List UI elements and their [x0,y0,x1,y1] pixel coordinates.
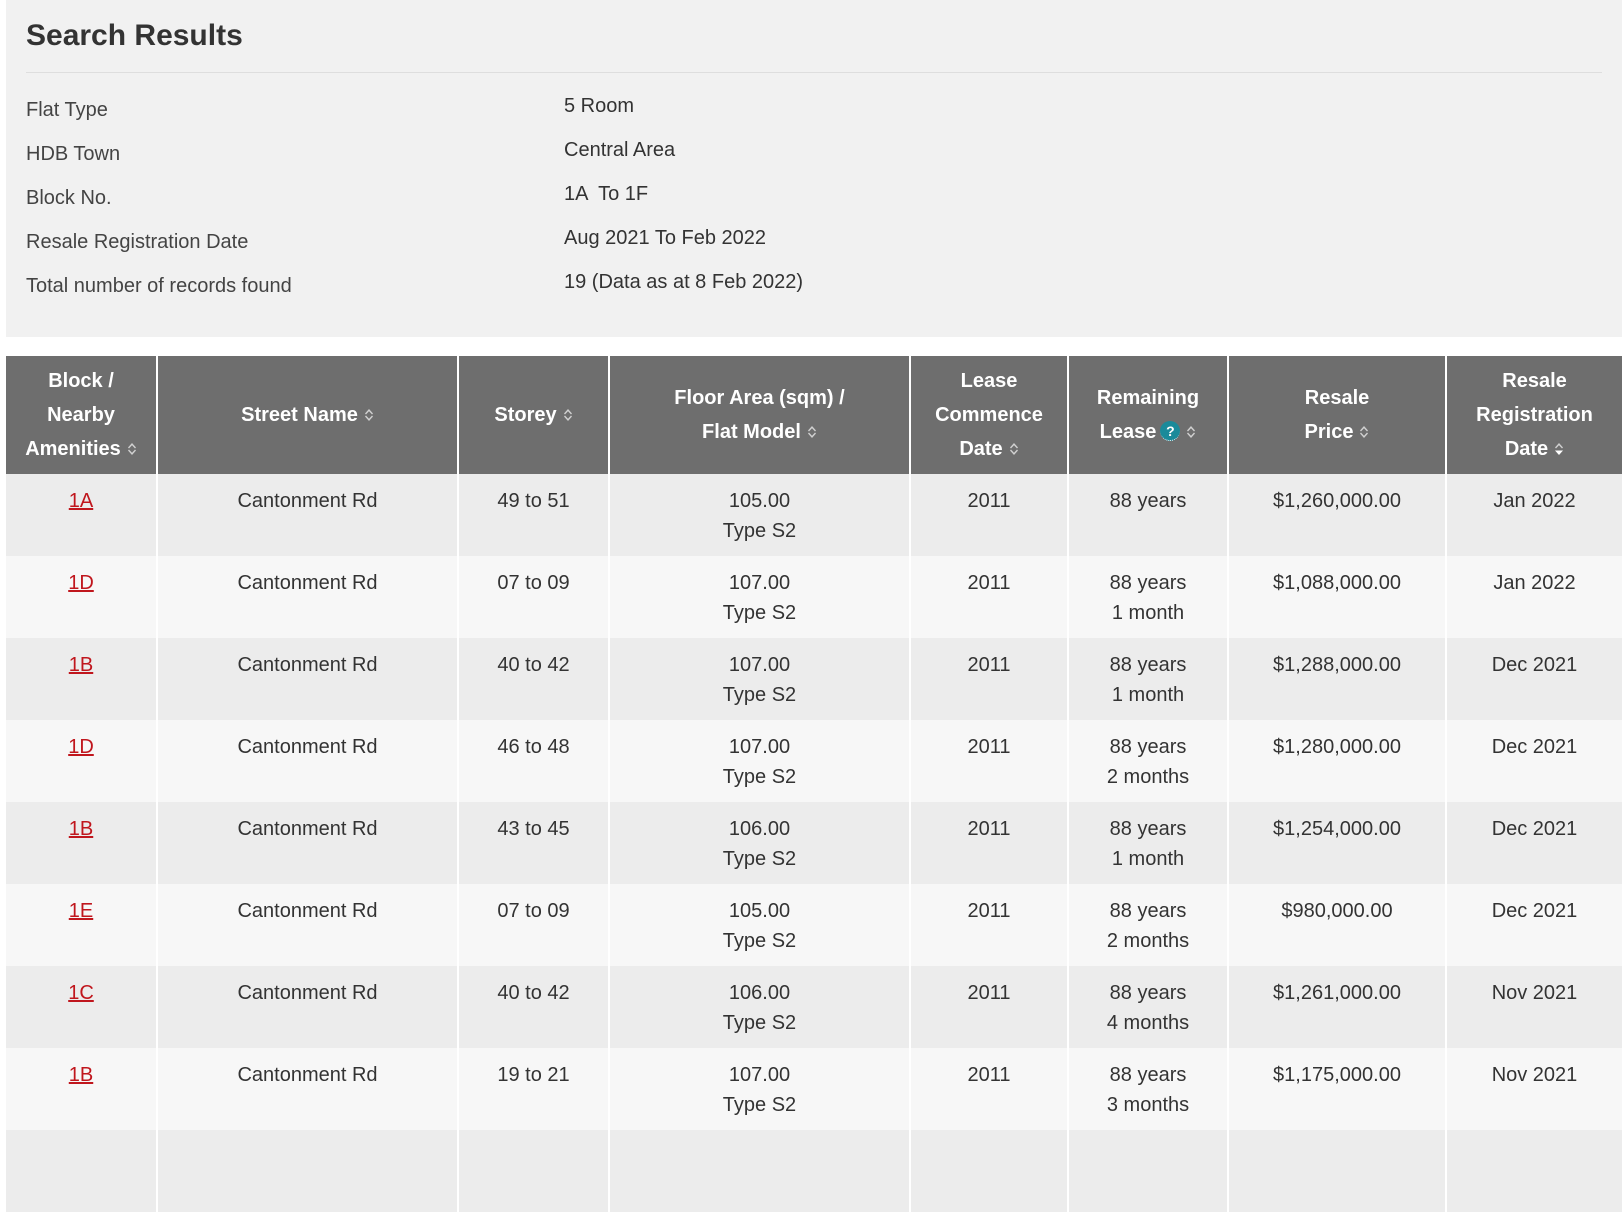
search-criteria [26,95,1602,315]
remaining-months: 2 months [1106,766,1190,788]
cell-remaining-lease [1068,966,1228,1048]
cell-lease-commence: 2011 [910,638,1068,720]
sort-desc-icon[interactable] [1554,441,1564,457]
cell-registration-date: Dec 2021 [1446,884,1622,966]
cell-lease-commence: 2011 [910,474,1068,556]
header-text: Block / [48,370,114,392]
sort-icon[interactable] [807,424,817,440]
header-text: Price [1304,421,1354,443]
help-icon[interactable]: ? [1160,421,1180,441]
column-header-street-name[interactable] [157,356,458,474]
header-text: Remaining [1096,387,1200,409]
block-link[interactable]: 1D [68,736,94,758]
cell-block [6,1048,157,1130]
cell-resale-price: $1,280,000.00 [1228,720,1446,802]
header-text: Commence [935,404,1043,426]
criteria-value: Aug 2021 To Feb 2022 [564,227,767,249]
cell-remaining-lease [1068,474,1228,556]
cell-floor-area [609,1048,910,1130]
sort-icon[interactable] [364,407,374,423]
cell-registration-date: Dec 2021 [1446,720,1622,802]
cell-storey: 49 to 51 [458,474,609,556]
cell-street: Cantonment Rd [157,884,458,966]
criteria-hdb-town [26,139,1602,183]
cell-empty [1228,1130,1446,1212]
cell-street: Cantonment Rd [157,1048,458,1130]
floor-area-value: 105.00 [728,490,791,512]
header-text: Resale [1304,387,1370,409]
cell-empty [458,1130,609,1212]
cell-block [6,720,157,802]
header-text: Lease [960,370,1018,392]
criteria-value: Central Area [564,139,676,161]
table-row [6,884,1622,966]
cell-resale-price: $980,000.00 [1228,884,1446,966]
flat-model-value: Type S2 [722,1012,797,1034]
header-text: Date [1504,438,1549,460]
remaining-years: 88 years [1109,736,1187,758]
flat-model-value: Type S2 [722,1094,797,1116]
remaining-months: 4 months [1106,1012,1190,1034]
cell-resale-price: $1,175,000.00 [1228,1048,1446,1130]
criteria-label: Flat Type [26,99,108,121]
cell-remaining-lease [1068,720,1228,802]
table-row [6,556,1622,638]
cell-lease-commence: 2011 [910,720,1068,802]
header-text: Nearby [47,404,115,426]
remaining-years: 88 years [1109,654,1187,676]
cell-floor-area [609,884,910,966]
floor-area-value: 107.00 [728,1064,791,1086]
cell-registration-date: Nov 2021 [1446,1048,1622,1130]
block-link[interactable]: 1A [68,490,94,512]
cell-remaining-lease [1068,1048,1228,1130]
cell-block [6,638,157,720]
criteria-value: 1A To 1F [564,183,649,205]
cell-storey: 40 to 42 [458,638,609,720]
cell-remaining-lease [1068,802,1228,884]
cell-block [6,556,157,638]
criteria-value: 19 (Data as at 8 Feb 2022) [564,271,804,293]
cell-storey: 07 to 09 [458,884,609,966]
cell-floor-area [609,720,910,802]
cell-floor-area [609,474,910,556]
cell-registration-date: Dec 2021 [1446,638,1622,720]
flat-model-value: Type S2 [722,848,797,870]
header-text: Resale [1502,370,1567,392]
cell-lease-commence: 2011 [910,802,1068,884]
cell-street: Cantonment Rd [157,966,458,1048]
cell-resale-price: $1,260,000.00 [1228,474,1446,556]
remaining-years: 88 years [1109,982,1187,1004]
header-text: Registration [1476,404,1593,426]
cell-registration-date: Jan 2022 [1446,556,1622,638]
sort-icon[interactable] [1186,424,1196,440]
column-header-storey[interactable] [458,356,609,474]
cell-remaining-lease [1068,556,1228,638]
floor-area-value: 107.00 [728,572,791,594]
criteria-label: HDB Town [26,143,121,165]
search-summary-panel [6,0,1622,337]
cell-storey: 19 to 21 [458,1048,609,1130]
remaining-years: 88 years [1109,900,1187,922]
sort-icon[interactable] [563,407,573,423]
cell-registration-date: Dec 2021 [1446,802,1622,884]
flat-model-value: Type S2 [722,520,797,542]
cell-empty [1446,1130,1622,1212]
column-header-block[interactable] [6,356,157,474]
cell-lease-commence: 2011 [910,1048,1068,1130]
criteria-registration-date [26,227,1602,271]
block-link[interactable]: 1B [68,1064,94,1086]
cell-street: Cantonment Rd [157,720,458,802]
cell-street: Cantonment Rd [157,474,458,556]
criteria-value: 5 Room [564,95,635,117]
cell-floor-area [609,556,910,638]
floor-area-value: 105.00 [728,900,791,922]
table-header-row [6,356,1622,474]
cell-empty [157,1130,458,1212]
block-link[interactable]: 1E [68,900,94,922]
cell-block [6,884,157,966]
header-text: Amenities [25,438,121,460]
column-header-resale-price[interactable] [1228,356,1446,474]
remaining-months: 1 month [1111,848,1185,870]
flat-model-value: Type S2 [722,602,797,624]
page-title: Search Results [26,0,1602,73]
cell-storey: 43 to 45 [458,802,609,884]
cell-street: Cantonment Rd [157,556,458,638]
table-row [6,1048,1622,1130]
remaining-months: 1 month [1111,684,1185,706]
header-text: Storey [494,404,557,426]
header-text: Street Name [241,404,358,426]
cell-resale-price: $1,288,000.00 [1228,638,1446,720]
criteria-label: Total number of records found [26,275,292,297]
column-header-floor-area[interactable] [609,356,910,474]
cell-storey: 46 to 48 [458,720,609,802]
cell-resale-price: $1,254,000.00 [1228,802,1446,884]
flat-model-value: Type S2 [722,766,797,788]
cell-resale-price: $1,261,000.00 [1228,966,1446,1048]
header-text: Flat Model [702,421,801,443]
criteria-total-records [26,271,1602,315]
cell-storey: 07 to 09 [458,556,609,638]
cell-registration-date: Jan 2022 [1446,474,1622,556]
table-row [6,802,1622,884]
cell-lease-commence: 2011 [910,884,1068,966]
results-table [6,356,1622,1212]
column-header-registration-date[interactable] [1446,356,1622,474]
criteria-label: Block No. [26,187,112,209]
remaining-years: 88 years [1109,572,1187,594]
header-text: Date [959,438,1003,460]
cell-empty [1068,1130,1228,1212]
cell-lease-commence: 2011 [910,556,1068,638]
floor-area-value: 106.00 [728,818,791,840]
cell-empty [609,1130,910,1212]
header-text: Lease [1099,421,1157,443]
block-link[interactable]: 1D [68,572,94,594]
criteria-flat-type [26,95,1602,139]
cell-empty [910,1130,1068,1212]
cell-street: Cantonment Rd [157,802,458,884]
cell-lease-commence: 2011 [910,966,1068,1048]
flat-model-value: Type S2 [722,930,797,952]
floor-area-value: 107.00 [728,736,791,758]
cell-block [6,474,157,556]
table-row-partial [6,1130,1622,1212]
table-row [6,474,1622,556]
sort-icon[interactable] [1359,424,1369,440]
block-link[interactable]: 1C [68,982,94,1004]
cell-block [6,802,157,884]
cell-floor-area [609,966,910,1048]
table-row [6,720,1622,802]
remaining-months: 2 months [1106,930,1190,952]
table-row [6,966,1622,1048]
flat-model-value: Type S2 [722,684,797,706]
table-row [6,638,1622,720]
remaining-years: 88 years [1109,818,1187,840]
remaining-months: 1 month [1111,602,1185,624]
remaining-years: 88 years [1109,1064,1187,1086]
cell-floor-area [609,638,910,720]
cell-resale-price: $1,088,000.00 [1228,556,1446,638]
column-header-lease-commence[interactable] [910,356,1068,474]
header-text: Floor Area (sqm) / [674,387,845,409]
cell-floor-area [609,802,910,884]
sort-icon[interactable] [1009,441,1019,457]
floor-area-value: 107.00 [728,654,791,676]
criteria-block-no [26,183,1602,227]
block-link[interactable]: 1B [68,654,94,676]
column-header-remaining-lease[interactable] [1068,356,1228,474]
floor-area-value: 106.00 [728,982,791,1004]
cell-empty [6,1130,157,1212]
cell-remaining-lease [1068,638,1228,720]
remaining-months: 3 months [1106,1094,1190,1116]
cell-registration-date: Nov 2021 [1446,966,1622,1048]
block-link[interactable]: 1B [68,818,94,840]
cell-remaining-lease [1068,884,1228,966]
cell-storey: 40 to 42 [458,966,609,1048]
sort-icon[interactable] [127,441,137,457]
criteria-label: Resale Registration Date [26,231,249,253]
remaining-years: 88 years [1109,490,1187,512]
cell-block [6,966,157,1048]
cell-street: Cantonment Rd [157,638,458,720]
